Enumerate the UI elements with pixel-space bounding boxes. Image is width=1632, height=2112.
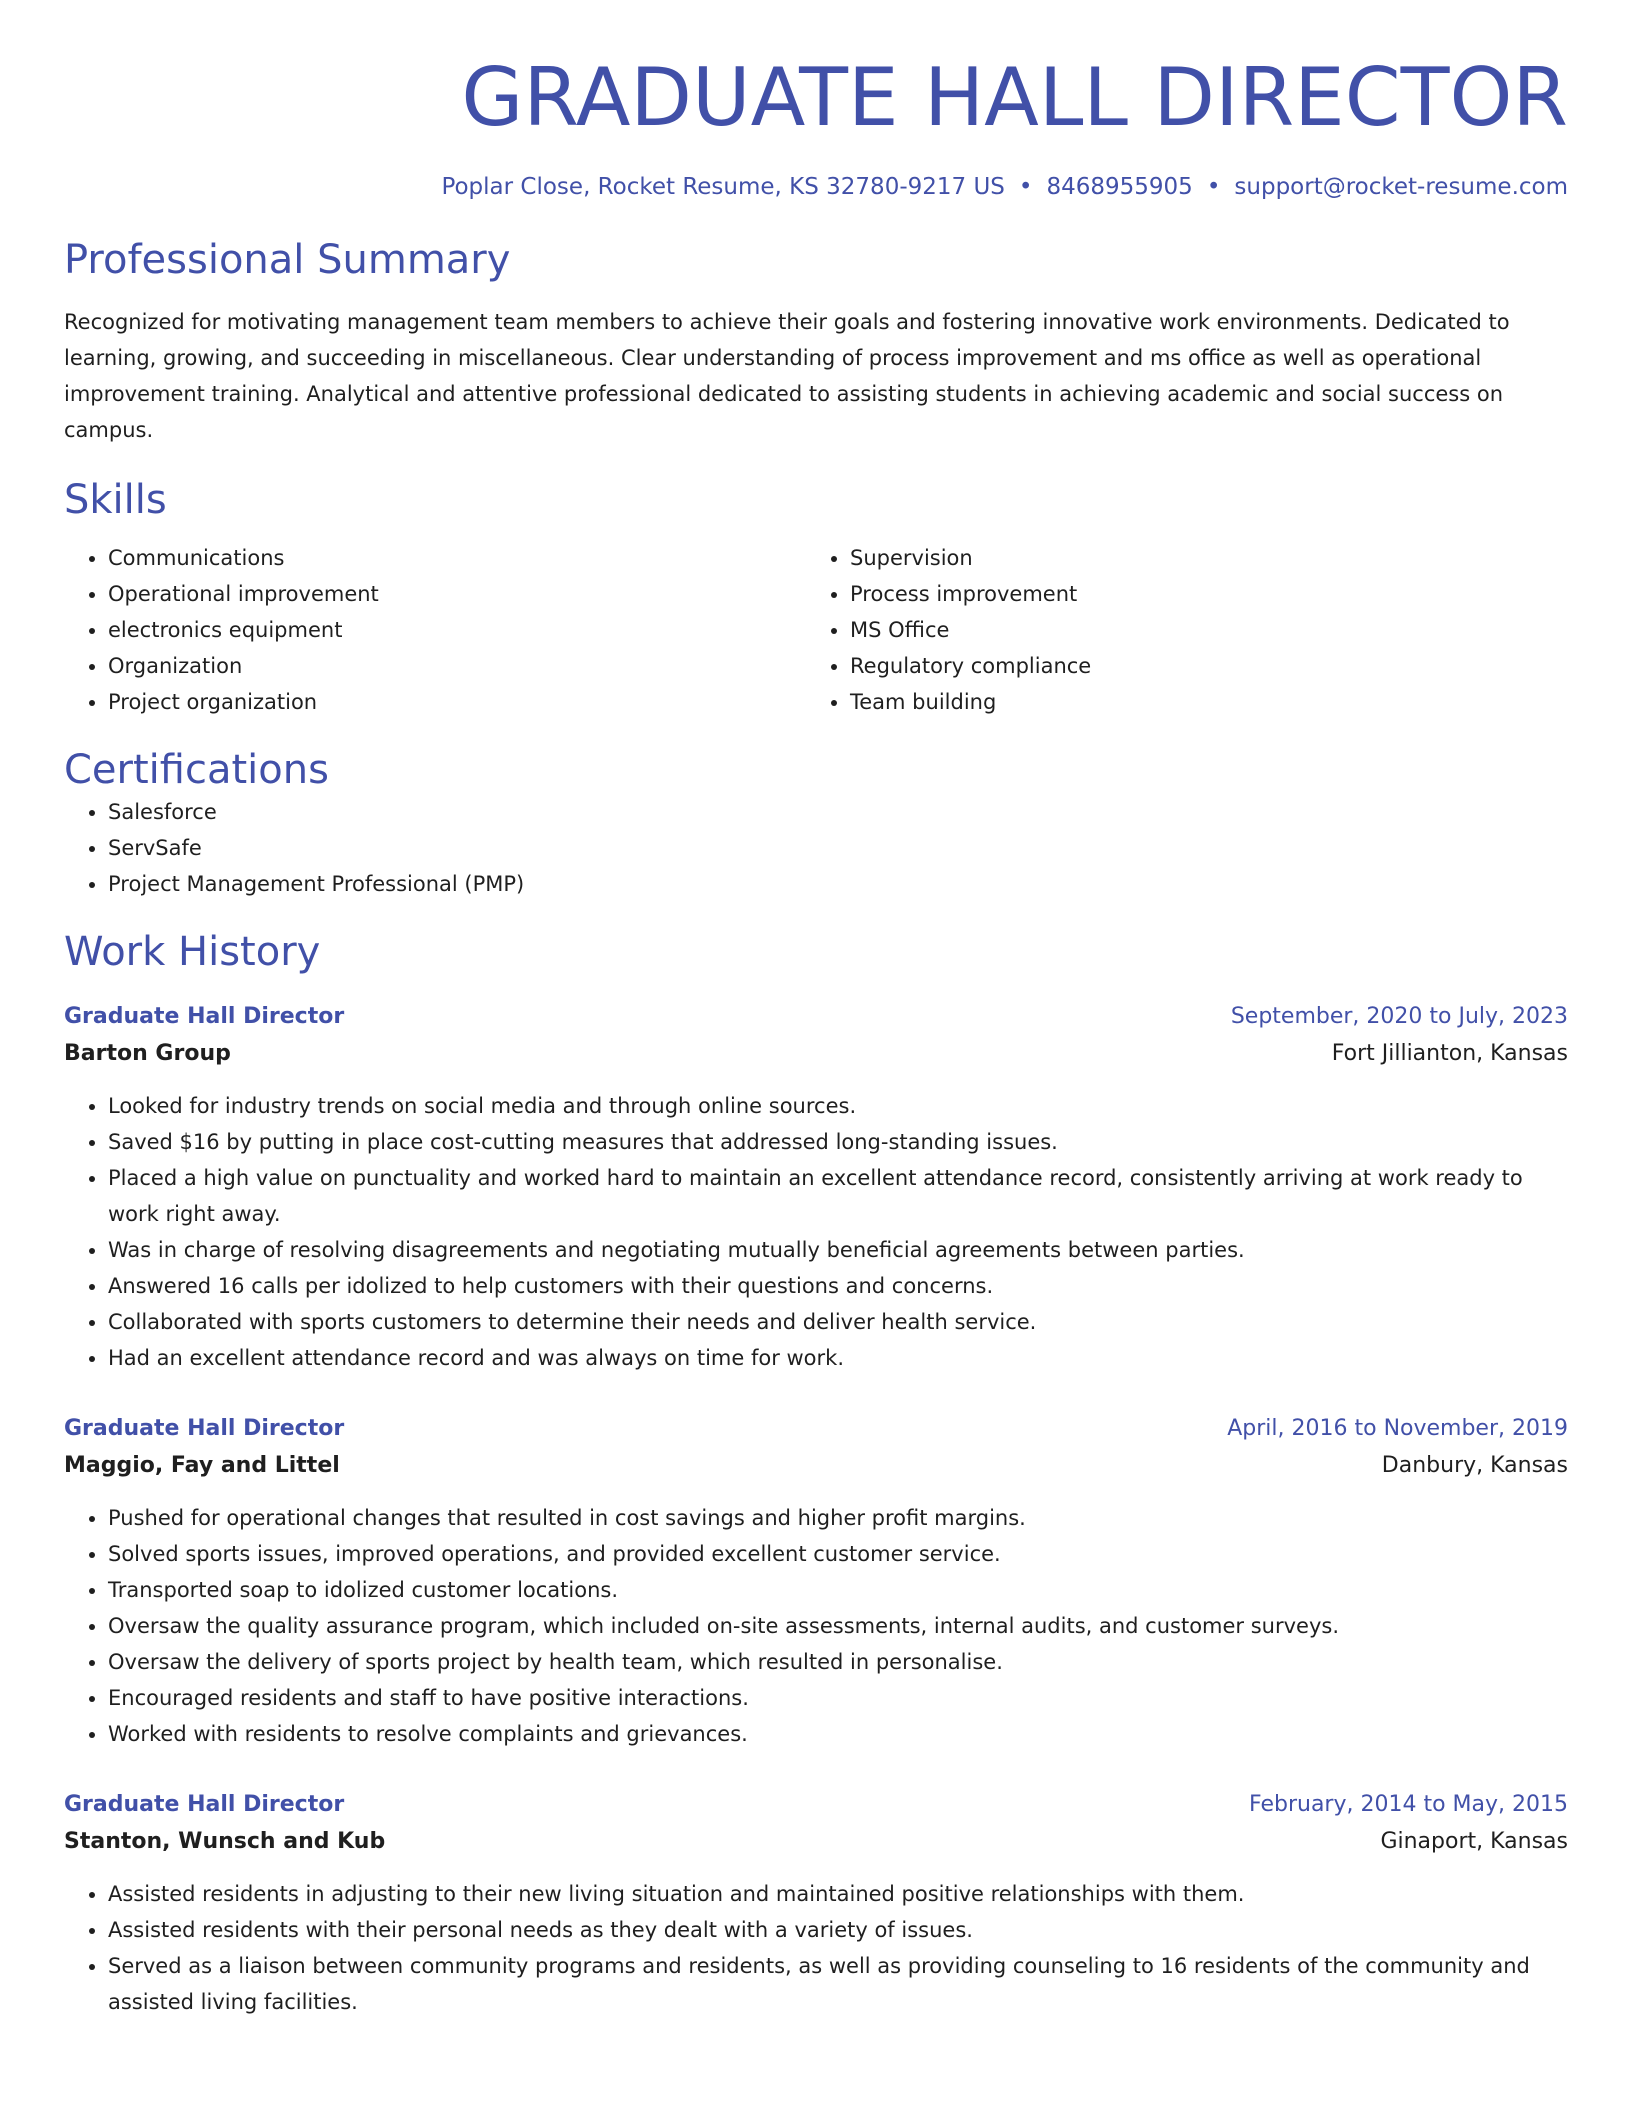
skills-list-right — [806, 540, 1548, 720]
skill-item: • MS Office — [850, 612, 1548, 648]
skill-item: • Communications — [108, 540, 806, 576]
job-duty: • Was in charge of resolving disagreements and negotiating mutually beneficial agreements between parties. — [108, 1232, 1568, 1268]
job-title-row — [64, 1788, 1568, 1822]
job-duty: • Looked for industry trends on social media and through online sources. — [108, 1088, 1568, 1124]
certification-item: • Salesforce — [108, 794, 1568, 830]
summary-section — [64, 236, 1568, 448]
job-title: Graduate Hall Director — [64, 1791, 345, 1817]
job-location: Ginaport, Kansas — [1380, 1828, 1568, 1854]
job-duties-list — [64, 1876, 1568, 2020]
certifications-list — [64, 794, 1568, 902]
job-duty: • Answered 16 calls per idolized to help customers with their questions and concerns. — [108, 1268, 1568, 1304]
job-title-row — [64, 1412, 1568, 1446]
contact-line — [64, 174, 1568, 202]
skills-list-left — [64, 540, 806, 720]
resume-header — [64, 0, 1568, 202]
skill-item: • Organization — [108, 648, 806, 684]
job-title: Graduate Hall Director — [64, 1415, 345, 1441]
skill-item: • Regulatory compliance — [850, 648, 1548, 684]
job-duty: • Oversaw the quality assurance program, which included on-site assessments, internal audits, and customer surveys. — [108, 1608, 1568, 1644]
job-duty: • Had an excellent attendance record and was always on time for work. — [108, 1340, 1568, 1376]
skill-item: • electronics equipment — [108, 612, 806, 648]
resume-name: GRADUATE HALL DIRECTOR — [461, 51, 1568, 144]
job-entry — [64, 1000, 1568, 1376]
certification-item: • Project Management Professional (PMP) — [108, 866, 1568, 902]
job-duty: • Served as a liaison between community programs and residents, as well as providing counseling to 16 residents of the community and assisted living facilities. — [108, 1948, 1568, 2020]
certifications-section — [64, 746, 1568, 902]
summary-heading: Professional Summary — [64, 236, 511, 283]
job-duty: • Transported soap to idolized customer locations. — [108, 1572, 1568, 1608]
work-history-heading: Work History — [64, 928, 321, 975]
skills-heading: Skills — [64, 476, 167, 523]
job-entry — [64, 1788, 1568, 2020]
skill-item: • Project organization — [108, 684, 806, 720]
skill-item: • Process improvement — [850, 576, 1548, 612]
job-company-row — [64, 1446, 1568, 1486]
skills-section — [64, 476, 1568, 720]
job-duty: • Oversaw the delivery of sports project by health team, which resulted in personalise. — [108, 1644, 1568, 1680]
summary-text: Recognized for motivating management team members to achieve their goals and fostering innovative work environments. Dedicated to learning, growing, and succeeding in miscellaneous. Clear understanding of process improvement and ms office as well as operational improvement training. Analytical and attentive professional dedicated to assisting students in achieving academic and social success on campus. — [64, 309, 1510, 442]
job-location: Fort Jillianton, Kansas — [1331, 1040, 1568, 1066]
job-duty: • Collaborated with sports customers to determine their needs and deliver health service. — [108, 1304, 1568, 1340]
job-title: Graduate Hall Director — [64, 1003, 345, 1029]
skill-item: • Team building — [850, 684, 1548, 720]
skill-item: • Supervision — [850, 540, 1548, 576]
job-duties-list — [64, 1500, 1568, 1752]
job-location: Danbury, Kansas — [1381, 1452, 1568, 1478]
job-company-row — [64, 1822, 1568, 1862]
job-duty: • Worked with residents to resolve complaints and grievances. — [108, 1716, 1568, 1752]
job-duty: • Saved $16 by putting in place cost-cutting measures that addressed long-standing issues. — [108, 1124, 1568, 1160]
certification-item: • ServSafe — [108, 830, 1568, 866]
contact-address: Poplar Close, Rocket Resume, KS 32780-9217 US — [441, 174, 1005, 200]
job-duty: • Assisted residents in adjusting to their new living situation and maintained positive relationships with them. — [108, 1876, 1568, 1912]
skills-column-left — [64, 540, 806, 720]
job-entry — [64, 1412, 1568, 1752]
job-company-row — [64, 1034, 1568, 1074]
certifications-heading: Certifications — [64, 746, 329, 793]
job-duty: • Assisted residents with their personal needs as they dealt with a variety of issues. — [108, 1912, 1568, 1948]
job-duty: • Pushed for operational changes that resulted in cost savings and higher profit margins. — [108, 1500, 1568, 1536]
job-duty: • Encouraged residents and staff to have positive interactions. — [108, 1680, 1568, 1716]
job-company: Barton Group — [64, 1040, 231, 1066]
skill-item: • Operational improvement — [108, 576, 806, 612]
work-history-section — [64, 928, 1568, 2020]
job-duty: • Placed a high value on punctuality and worked hard to maintain an excellent attendance record, consistently arriving at work ready to work right away. — [108, 1160, 1568, 1232]
job-dates: September, 2020 to July, 2023 — [1230, 1003, 1568, 1029]
skills-column-right — [806, 540, 1548, 720]
contact-separator: • — [1018, 174, 1033, 200]
job-dates: April, 2016 to November, 2019 — [1227, 1415, 1568, 1441]
job-duties-list — [64, 1088, 1568, 1376]
contact-phone: 8468955905 — [1046, 174, 1193, 200]
job-duty: • Solved sports issues, improved operations, and provided excellent customer service. — [108, 1536, 1568, 1572]
contact-separator: • — [1206, 174, 1221, 200]
job-title-row — [64, 1000, 1568, 1034]
contact-email: support@rocket-resume.com — [1234, 174, 1568, 200]
job-company: Maggio, Fay and Littel — [64, 1452, 340, 1478]
job-dates: February, 2014 to May, 2015 — [1249, 1791, 1568, 1817]
skills-grid — [64, 540, 1568, 720]
job-company: Stanton, Wunsch and Kub — [64, 1828, 386, 1854]
